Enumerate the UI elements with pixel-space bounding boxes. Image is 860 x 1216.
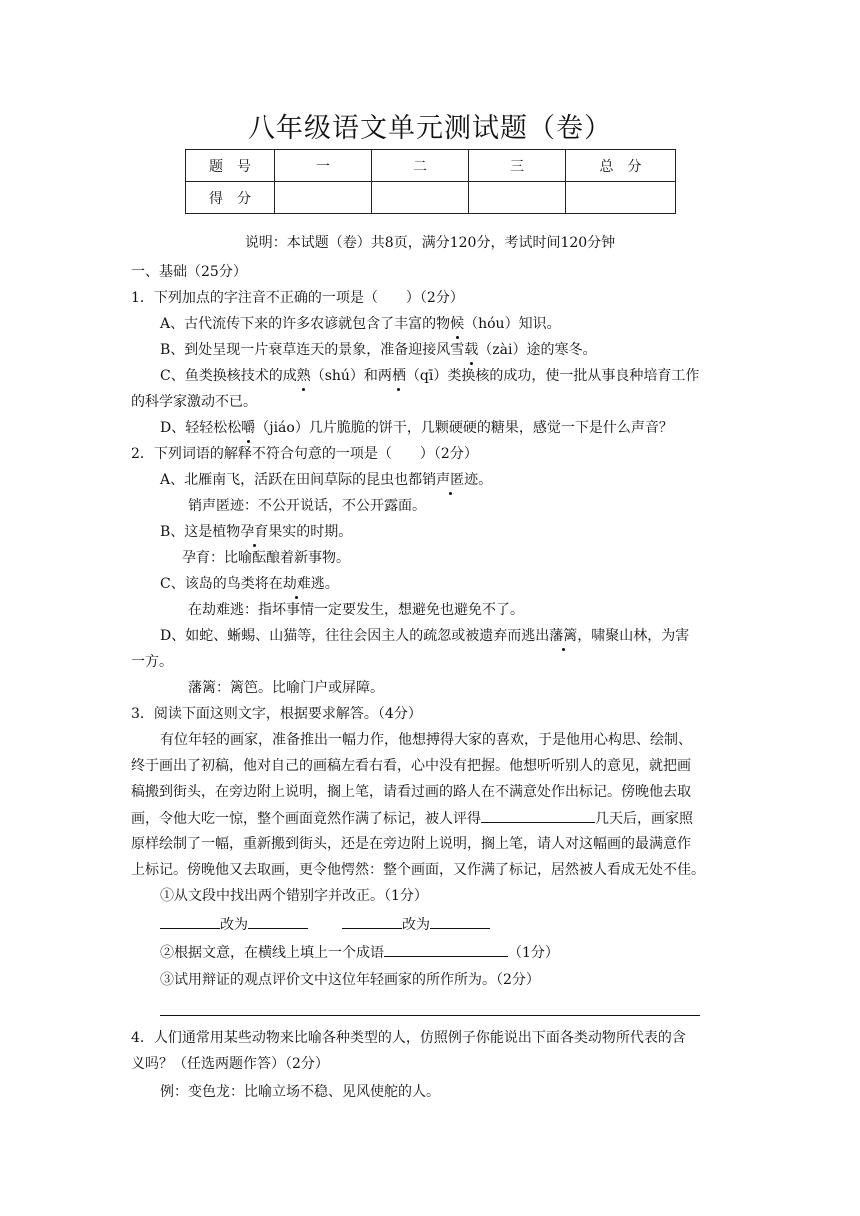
table-cell: 三 — [469, 150, 566, 182]
answer-blank[interactable] — [342, 914, 402, 929]
option-b-explanation: 孕育：比喻酝酿着新事物。 — [182, 550, 350, 566]
passage-line: 上标记。傍晚他又去取画，更令他愕然：整个画面，又作满了标记，居然被人看成无处不佳。 — [131, 862, 705, 878]
dotted-char: 嚼 — [241, 420, 256, 436]
idiom-blank[interactable] — [481, 808, 595, 823]
example-line: 例：变色龙：比喻立场不稳、见风使舵的人。 — [160, 1084, 440, 1100]
passage-line: 稿搬到街头，在旁边附上说明，搁上笔，请看过画的路人在不满意处作出标记。傍晚他去取 — [131, 784, 691, 800]
score-table — [185, 149, 676, 214]
table-cell: 一 — [275, 150, 372, 182]
option-d-continued: 一方。 — [131, 654, 173, 670]
question-stem: 2．下列词语的解释不符合句意的一项是（ ）（2分） — [131, 446, 478, 462]
table-cell: 得 分 — [186, 182, 275, 214]
score-cell[interactable] — [469, 182, 566, 214]
option-d: D、轻轻松松嚼（jiáo）几片脆脆的饼干，几颗硬硬的糖果，感觉一下是什么声音？ — [160, 420, 673, 436]
option-b: B、到处呈现一片衰草连天的景象，准备迎接风雪载（zài）途的寒冬。 — [160, 342, 597, 358]
table-cell: 题 号 — [186, 150, 275, 182]
option-a: A、古代流传下来的许多农谚就包含了丰富的物候（hóu）知识。 — [160, 316, 561, 332]
dotted-char: 载 — [464, 342, 479, 358]
option-c-continued: 的科学家激动不已。 — [131, 394, 257, 410]
sub-question: ②根据文意，在横线上填上一个成语 （1分） — [160, 942, 559, 963]
score-cell[interactable] — [566, 182, 676, 214]
score-cell[interactable] — [372, 182, 469, 214]
dotted-word: 销声匿迹 — [422, 472, 479, 488]
exam-title: 八年级语文单元测试题（卷） — [248, 113, 612, 144]
answer-blank[interactable] — [160, 914, 220, 929]
table-cell: 总 分 — [566, 150, 676, 182]
option-a: A、北雁南飞，活跃在田间草际的昆虫也都销声匿迹。 — [160, 472, 493, 488]
question-stem-continued: 义吗？（任选两题作答）（2分） — [131, 1056, 329, 1072]
section-heading: 一、基础（25分） — [131, 264, 247, 280]
option-c: C、鱼类换核技术的成熟（shú）和两栖（qī）类换核的成功，使一批从事良种培育工作 — [160, 368, 700, 384]
question-stem: 3．阅读下面这则文字，根据要求解答。（4分） — [131, 706, 422, 722]
sub-question: ①从文段中找出两个错别字并改正。（1分） — [160, 888, 428, 904]
passage-line: 画，令他大吃一惊，整个画面竟然作满了标记，被人评得 几天后，画家照 — [131, 808, 693, 829]
option-c-explanation: 在劫难逃：指坏事情一定要发生，想避免也避免不了。 — [188, 602, 524, 618]
option-a-explanation: 销声匿迹：不公开说话，不公开露面。 — [188, 498, 426, 514]
dotted-word: 藩篱 — [549, 628, 578, 644]
dotted-word: 在劫难逃 — [268, 576, 325, 592]
table-cell: 二 — [372, 150, 469, 182]
option-d: D、如蛇、蜥蜴、山猫等，往往会因主人的疏忽或被遗弃而逃出藩篱，啸聚山林，为害 — [160, 628, 690, 644]
score-cell[interactable] — [275, 182, 372, 214]
score-table-score-row — [186, 182, 676, 214]
sub-question: ③试用辩证的观点评价文中这位年轻画家的所作所为。（2分） — [160, 972, 540, 988]
correction-answer-line: 改为 改为 — [160, 914, 490, 935]
answer-line[interactable] — [160, 1015, 700, 1016]
score-table-header-row — [186, 150, 676, 182]
option-b: B、这是植物孕育果实的时期。 — [160, 524, 353, 540]
answer-blank[interactable] — [248, 914, 308, 929]
exam-instructions: 说明：本试题（卷）共8页，满分120分，考试时间120分钟 — [244, 235, 616, 251]
question-stem: 4．人们通常用某些动物来比喻各种类型的人，仿照例子你能说出下面各类动物所代表的含 — [131, 1030, 686, 1046]
dotted-char: 栖 — [391, 368, 406, 384]
dotted-word: 孕育 — [240, 524, 269, 540]
answer-blank[interactable] — [384, 942, 508, 957]
option-c: C、该岛的鸟类将在劫难逃。 — [160, 576, 339, 592]
question-stem: 1．下列加点的字注音不正确的一项是（ ）（2分） — [131, 290, 464, 306]
option-d-explanation: 藩篱：篱笆。比喻门户或屏障。 — [188, 680, 384, 696]
passage-line: 原样绘制了一幅，重新搬到街头，还是在旁边附上说明，搁上笔，请人对这幅画的最满意作 — [131, 836, 691, 852]
dotted-char: 熟 — [296, 368, 311, 384]
answer-blank[interactable] — [430, 914, 490, 929]
dotted-char: 候 — [450, 316, 465, 332]
passage-line: 有位年轻的画家，准备推出一幅力作，他想搏得大家的喜欢，于是他用心构思、绘制、 — [160, 732, 692, 748]
passage-line: 终于画出了初稿，他对自己的画稿左看右看，心中没有把握。他想听听别人的意见，就把画 — [131, 758, 691, 774]
